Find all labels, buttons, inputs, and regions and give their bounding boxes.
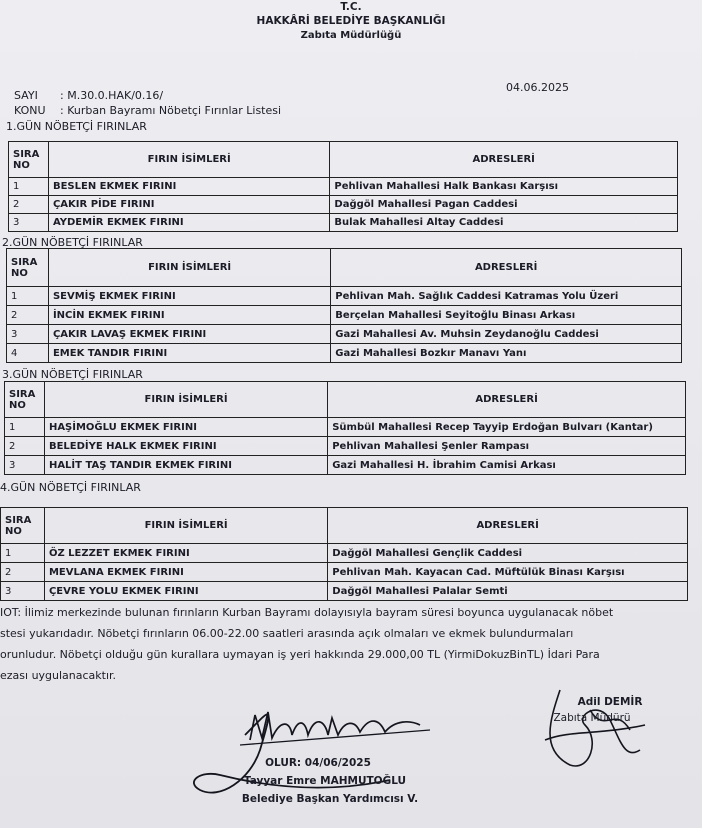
- col-sira: SIRA NO: [7, 249, 49, 287]
- row-no: 2: [9, 196, 49, 214]
- header-department: Zabıta Müdürlüğü: [300, 30, 402, 41]
- day3-table: [4, 381, 686, 475]
- bakery-address: Gazi Mahallesi Bozkır Manavı Yanı: [331, 344, 682, 363]
- row-no: 2: [1, 563, 45, 582]
- col-addr: ADRESLERİ: [328, 508, 688, 544]
- day3-title: 3.GÜN NÖBETÇİ FIRINLAR: [2, 368, 143, 381]
- table-row: [7, 287, 682, 306]
- row-no: 1: [7, 287, 49, 306]
- konu-value: : Kurban Bayramı Nöbetçi Fırınlar Listesi: [60, 104, 282, 117]
- bakery-address: Dağgöl Mahallesi Gençlik Caddesi: [328, 544, 688, 563]
- row-no: 1: [1, 544, 45, 563]
- bakery-address: Pehlivan Mahallesi Halk Bankası Karşısı: [330, 178, 678, 196]
- header-tc: T.C.: [340, 1, 362, 13]
- row-no: 3: [7, 325, 49, 344]
- table-row: [7, 325, 682, 344]
- day4-table: [0, 507, 688, 601]
- col-sira: SIRA NO: [1, 508, 45, 544]
- table-row: [1, 582, 688, 601]
- table-row: [7, 344, 682, 363]
- table-header-row: [7, 249, 682, 287]
- day4-title: 4.GÜN NÖBETÇİ FIRINLAR: [0, 481, 141, 494]
- sayi-value: : M.30.0.HAK/0.16/: [60, 89, 164, 102]
- approval-title: Belediye Başkan Yardımcısı V.: [241, 793, 419, 805]
- row-no: 1: [5, 418, 45, 437]
- bakery-name: ÇEVRE YOLU EKMEK FIRINI: [44, 582, 327, 601]
- row-no: 4: [7, 344, 49, 363]
- table-row: [1, 563, 688, 582]
- bakery-name: BELEDİYE HALK EKMEK FIRINI: [44, 437, 327, 456]
- bakery-name: HAŞİMOĞLU EKMEK FIRINI: [44, 418, 327, 437]
- document-date: 04.06.2025: [506, 81, 569, 94]
- table-row: [9, 178, 678, 196]
- day1-table: [8, 141, 678, 232]
- col-addr: ADRESLERİ: [331, 249, 682, 287]
- zabita-title: Zabıta Müdürü: [553, 712, 631, 724]
- note-line-3: orunludur. Nöbetçi olduğu gün kurallara uymayan iş yeri hakkında 29.000,00 TL (YirmiDokuzBinTL) İdari Para: [0, 648, 600, 661]
- bakery-address: Sümbül Mahallesi Recep Tayyip Erdoğan Bulvarı (Kantar): [328, 418, 686, 437]
- note-line-4: ezası uygulanacaktır.: [0, 669, 117, 682]
- table-header-row: [1, 508, 688, 544]
- table-row: [5, 437, 686, 456]
- bakery-name: EMEK TANDIR FIRINI: [48, 344, 330, 363]
- bakery-address: Pehlivan Mah. Kayacan Cad. Müftülük Binası Karşısı: [328, 563, 688, 582]
- table-row: [1, 544, 688, 563]
- bakery-address: Gazi Mahallesi H. İbrahim Camisi Arkası: [328, 456, 686, 475]
- bakery-name: ÇAKIR PİDE FIRINI: [48, 196, 329, 214]
- day2-title: 2.GÜN NÖBETÇİ FIRINLAR: [2, 236, 143, 249]
- approval-name: Tayyar Emre MAHMUTOĞLU: [243, 775, 407, 787]
- table-header-row: [5, 382, 686, 418]
- table-row: [5, 456, 686, 475]
- bakery-name: MEVLANA EKMEK FIRINI: [44, 563, 327, 582]
- col-name: FIRIN İSİMLERİ: [48, 142, 329, 178]
- bakery-name: SEVMİŞ EKMEK FIRINI: [48, 287, 330, 306]
- day2-table: [6, 248, 682, 363]
- bakery-address: Dağgöl Mahallesi Palalar Semti: [328, 582, 688, 601]
- row-no: 3: [5, 456, 45, 475]
- approval-olur: OLUR: 04/06/2025: [265, 757, 371, 769]
- bakery-address: Gazi Mahallesi Av. Muhsin Zeydanoğlu Caddesi: [331, 325, 682, 344]
- bakery-name: ÇAKIR LAVAŞ EKMEK FIRINI: [48, 325, 330, 344]
- bakery-address: Pehlivan Mahallesi Şenler Rampası: [328, 437, 686, 456]
- note-line-1: IOT: İlimiz merkezinde bulunan fırınların Kurban Bayramı dolayısıyla bayram süresi boyunca uygulanacak nöbet: [0, 606, 614, 619]
- zabita-name: Adil DEMİR: [577, 696, 643, 708]
- col-name: FIRIN İSİMLERİ: [48, 249, 330, 287]
- bakery-address: Pehlivan Mah. Sağlık Caddesi Katramas Yolu Üzeri: [331, 287, 682, 306]
- col-sira: SIRA NO: [9, 142, 49, 178]
- zabita-signature-scribble: [530, 680, 650, 775]
- table-row: [9, 214, 678, 232]
- table-row: [7, 306, 682, 325]
- header-institution: HAKKÂRİ BELEDİYE BAŞKANLIĞI: [256, 15, 446, 27]
- bakery-name: HALİT TAŞ TANDIR EKMEK FIRINI: [44, 456, 327, 475]
- konu-label: KONU: [14, 104, 46, 117]
- col-name: FIRIN İSİMLERİ: [44, 382, 327, 418]
- table-header-row: [9, 142, 678, 178]
- bakery-name: İNCİN EKMEK FIRINI: [48, 306, 330, 325]
- table-row: [9, 196, 678, 214]
- day1-title: 1.GÜN NÖBETÇİ FIRINLAR: [6, 120, 147, 133]
- table-row: [5, 418, 686, 437]
- row-no: 3: [1, 582, 45, 601]
- row-no: 2: [7, 306, 49, 325]
- col-addr: ADRESLERİ: [328, 382, 686, 418]
- bakery-address: Dağgöl Mahallesi Pagan Caddesi: [330, 196, 678, 214]
- bakery-address: Bulak Mahallesi Altay Caddesi: [330, 214, 678, 232]
- col-sira: SIRA NO: [5, 382, 45, 418]
- col-name: FIRIN İSİMLERİ: [44, 508, 327, 544]
- sayi-label: SAYI: [14, 89, 38, 102]
- bakery-address: Berçelan Mahallesi Seyitoğlu Binası Arkası: [331, 306, 682, 325]
- note-line-2: stesi yukarıdadır. Nöbetçi fırınların 06.00-22.00 saatleri arasında açık olmaları ve ekmek bulundurmaları: [0, 627, 574, 640]
- col-addr: ADRESLERİ: [330, 142, 678, 178]
- bakery-name: BESLEN EKMEK FIRINI: [48, 178, 329, 196]
- bakery-name: ÖZ LEZZET EKMEK FIRINI: [44, 544, 327, 563]
- row-no: 1: [9, 178, 49, 196]
- bakery-name: AYDEMİR EKMEK FIRINI: [48, 214, 329, 232]
- row-no: 3: [9, 214, 49, 232]
- row-no: 2: [5, 437, 45, 456]
